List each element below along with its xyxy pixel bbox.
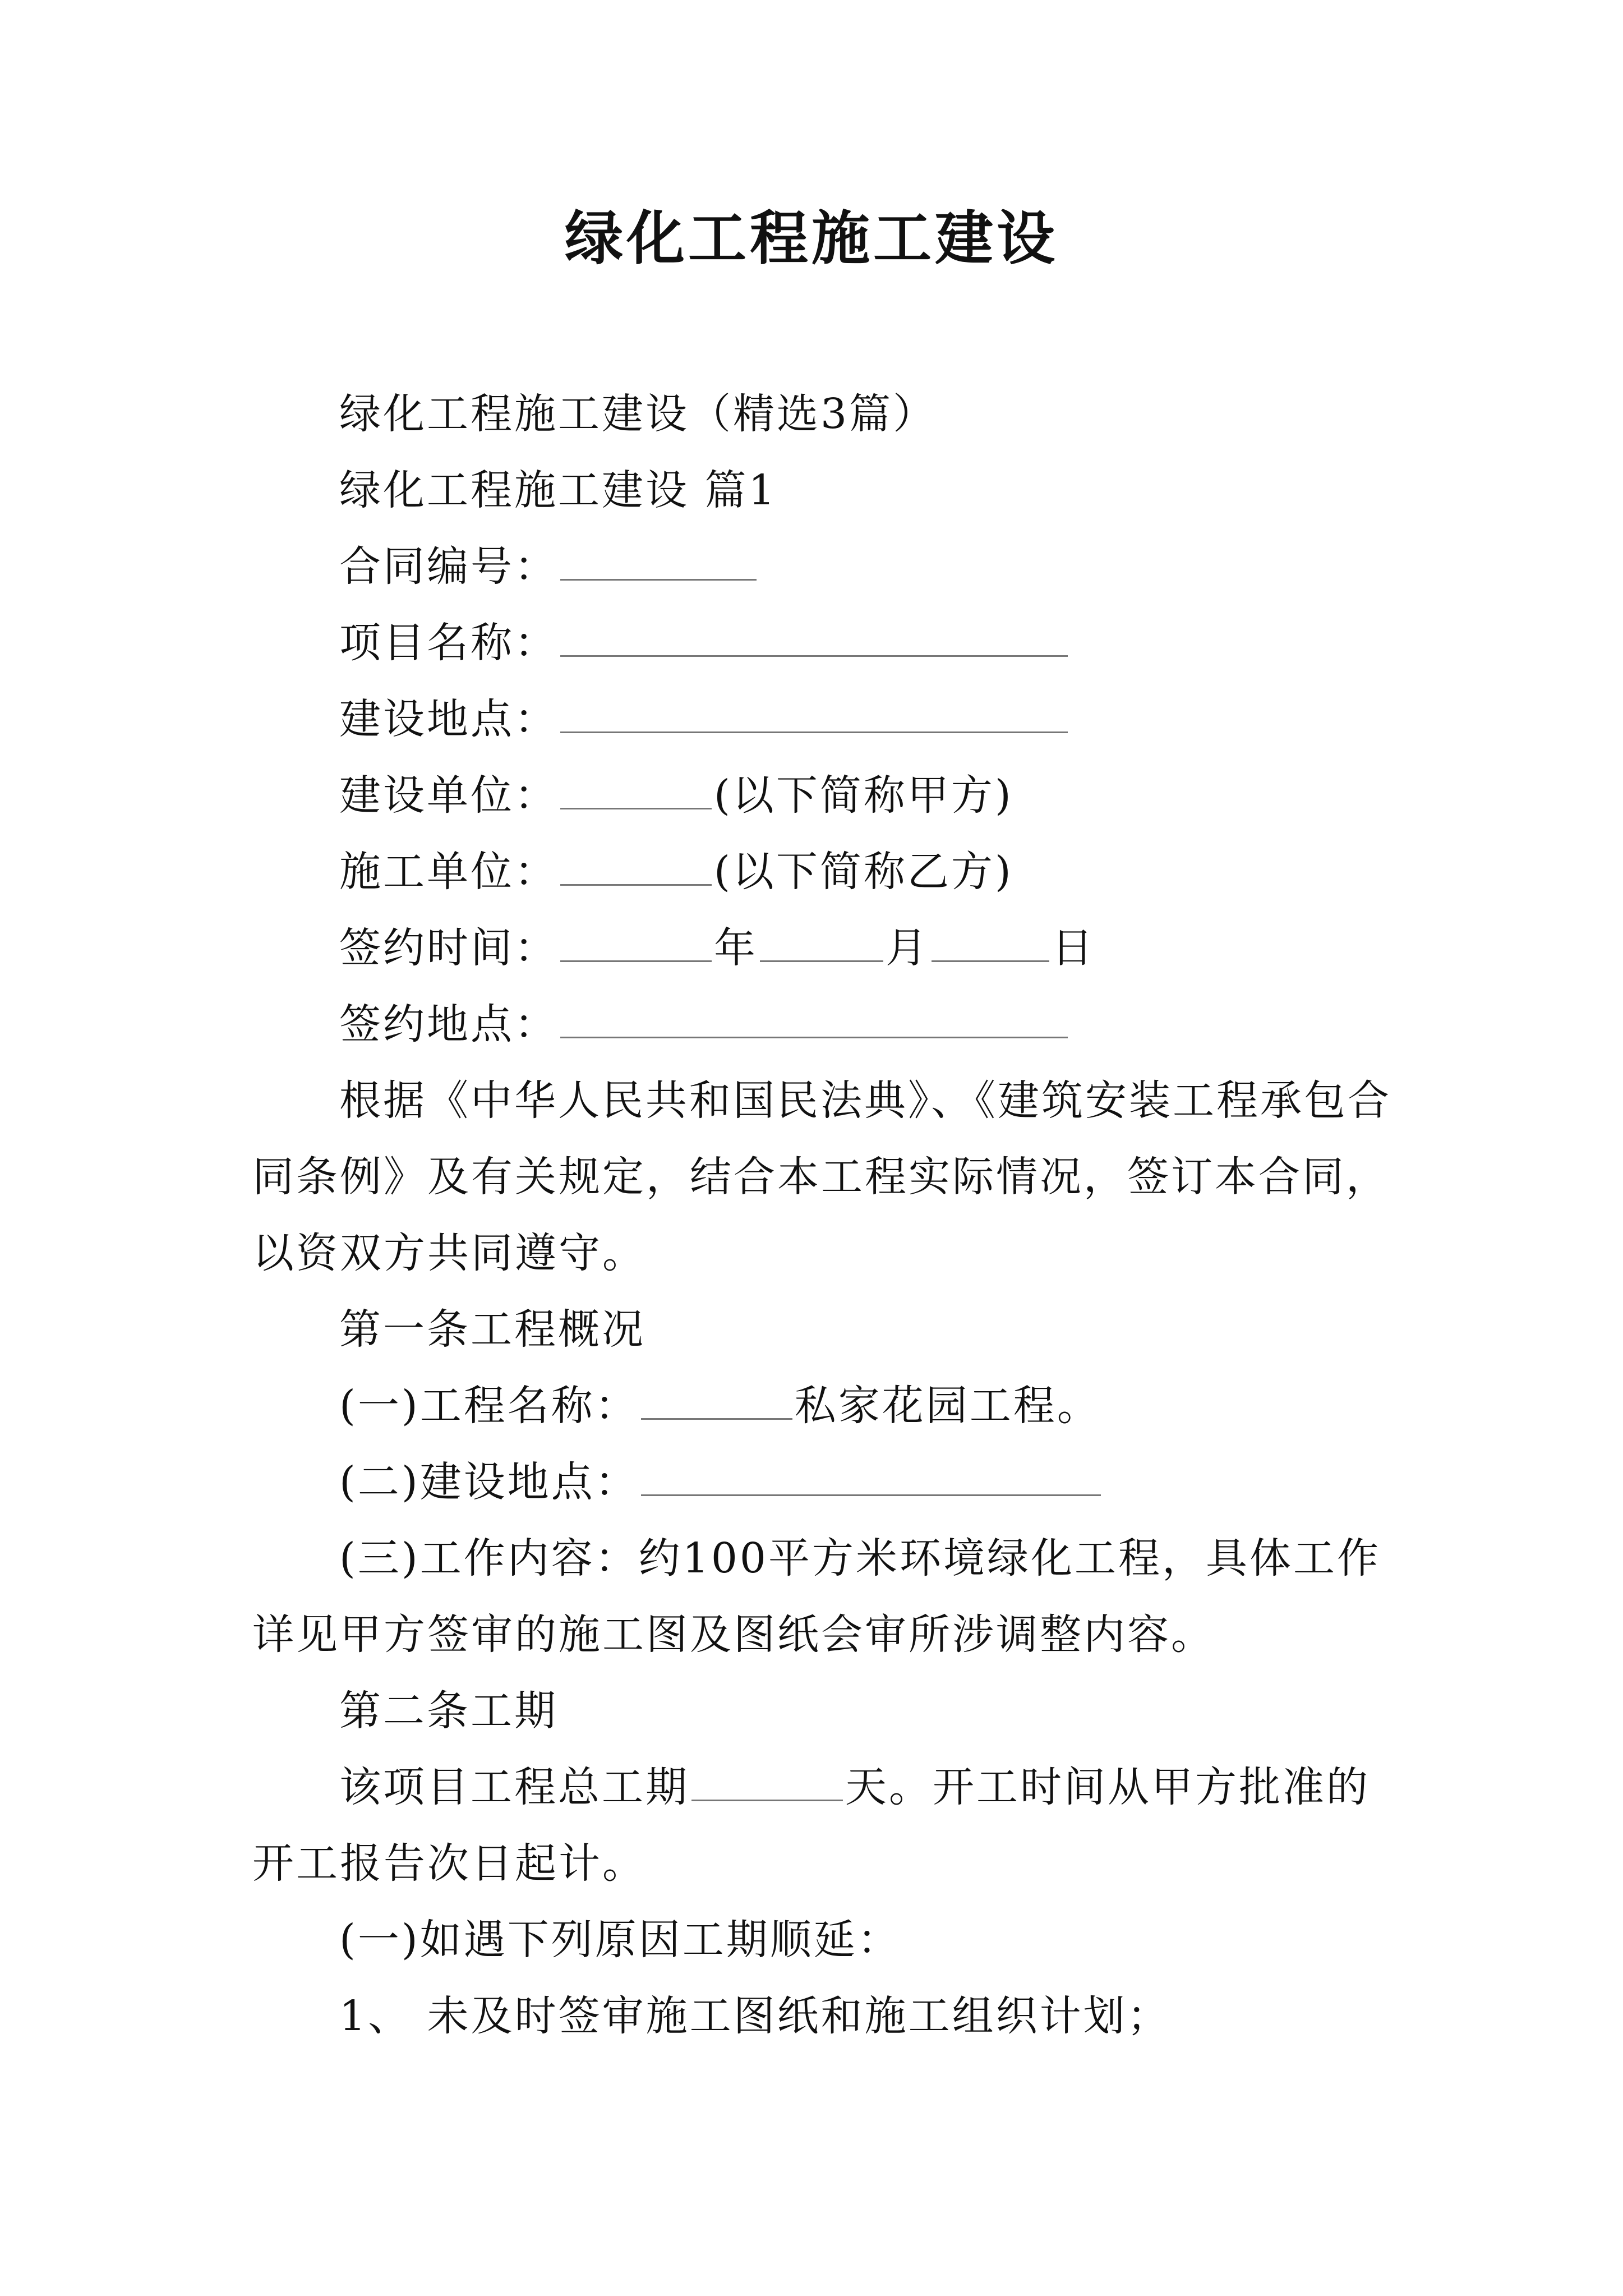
intro-line-3: 以资双方共同遵守。	[252, 1229, 646, 1277]
article-1-heading: 第一条工程概况	[339, 1305, 645, 1354]
period-suffix: 天。开工时间从甲方批准的	[845, 1763, 1370, 1811]
period-prefix: 该项目工程总工期	[339, 1763, 689, 1811]
contract-number-blank	[560, 544, 757, 581]
month-label: 月	[886, 924, 929, 972]
intro-line-2: 同条例》及有关规定，结合本工程实际情况，签订本合同，	[252, 1153, 1390, 1201]
subtitle-line: 绿化工程施工建设（精选3篇）	[339, 390, 937, 438]
contractor-suffix: (以下简称乙方)	[714, 848, 1013, 896]
item-2-line	[252, 1444, 1385, 1520]
document-title: 绿化工程施工建设	[564, 204, 1058, 273]
owner-label: 建设单位：	[339, 771, 558, 820]
item-3-line-1: (三)工作内容：约100平方米环境绿化工程，具体工作	[339, 1534, 1381, 1582]
item-3-line-2: 详见甲方签审的施工图及图纸会审所涉调整内容。	[252, 1611, 1215, 1659]
construction-site-line	[252, 681, 1385, 757]
sign-month-blank	[760, 926, 883, 962]
document-body	[252, 376, 1391, 2054]
period-line-1	[252, 1749, 1385, 1825]
article-2-heading: 第二条工期	[339, 1687, 558, 1735]
sign-place-label: 签约地点：	[339, 1000, 558, 1048]
sign-date-line	[252, 910, 1385, 986]
item-2-label: (二)建设地点：	[339, 1458, 639, 1506]
construction-site-blank	[560, 697, 1068, 733]
sign-place-blank	[560, 1002, 1068, 1038]
period-line-2: 开工报告次日起计。	[252, 1839, 646, 1888]
item-1-blank	[641, 1383, 792, 1420]
contract-number-label: 合同编号：	[339, 542, 558, 591]
contractor-line	[252, 834, 1385, 910]
owner-blank	[560, 773, 712, 809]
project-name-line	[252, 605, 1385, 681]
sign-place-line	[252, 986, 1385, 1062]
delay-intro: (一)如遇下列原因工期顺延：	[339, 1916, 901, 1964]
owner-suffix: (以下简称甲方)	[714, 771, 1013, 820]
year-label: 年	[714, 924, 758, 972]
intro-line-1: 根据《中华人民共和国民法典》、《建筑安装工程承包合	[339, 1076, 1391, 1125]
item-1-suffix: 私家花园工程。	[794, 1382, 1101, 1430]
day-label: 日	[1052, 924, 1095, 972]
contractor-label: 施工单位：	[339, 848, 558, 896]
delay-item-1: 1、 未及时签审施工图纸和施工组织计划；	[339, 1992, 1171, 2040]
sign-date-label: 签约时间：	[339, 924, 558, 972]
section-heading: 绿化工程施工建设 篇1	[339, 466, 777, 514]
sign-day-blank	[932, 926, 1049, 962]
sign-year-blank	[560, 926, 712, 962]
project-name-blank	[560, 620, 1068, 657]
contractor-blank	[560, 849, 712, 886]
item-1-label: (一)工程名称：	[339, 1382, 639, 1430]
contract-number-line	[252, 528, 1385, 605]
period-blank	[691, 1765, 843, 1801]
item-2-blank	[641, 1460, 1101, 1496]
project-name-label: 项目名称：	[339, 619, 558, 667]
construction-site-label: 建设地点：	[339, 695, 558, 743]
item-1-line	[252, 1368, 1385, 1444]
owner-line	[252, 757, 1385, 834]
